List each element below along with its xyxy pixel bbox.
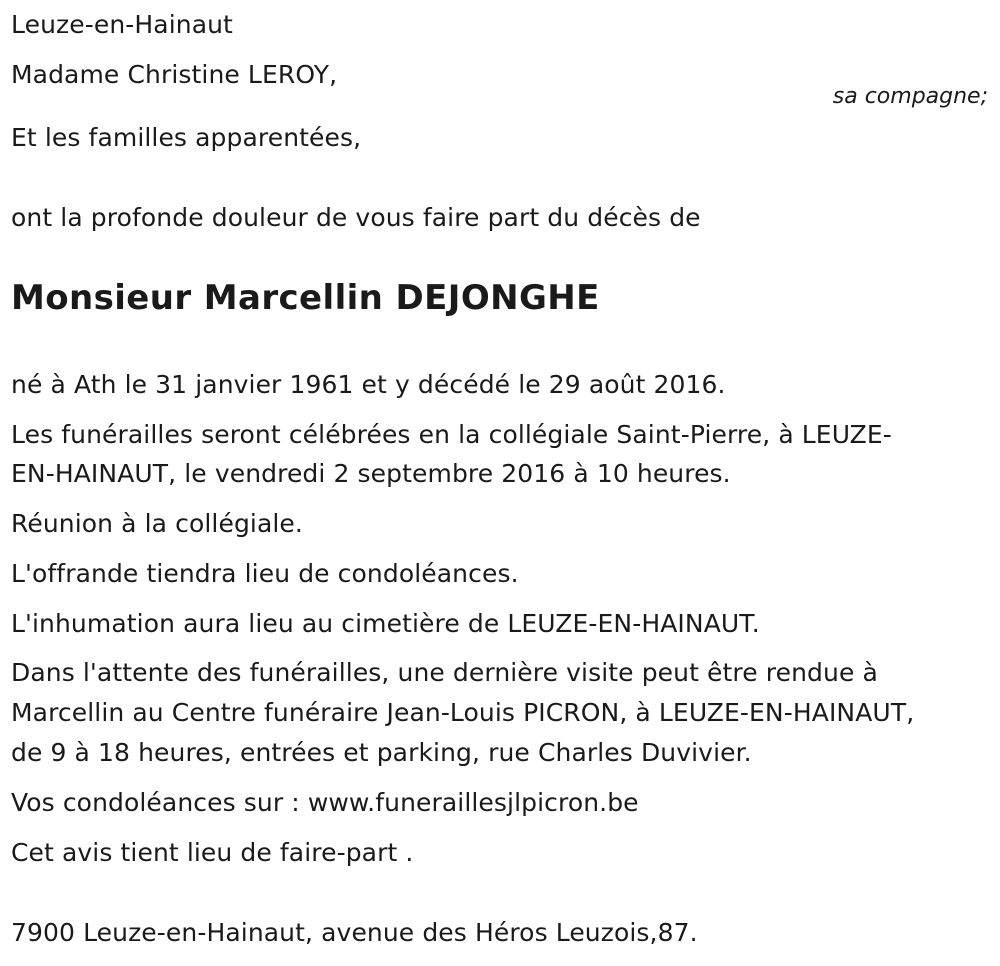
mourner-name: Madame Christine LEROY,	[11, 60, 338, 89]
notice-line: Cet avis tient lieu de faire-part .	[11, 838, 414, 867]
announcement-line: ont la profonde douleur de vous faire part du décès de	[11, 203, 701, 232]
funeral-line-1: Les funérailles seront célébrées en la collégiale Saint-Pierre, à LEUZE-	[11, 420, 892, 449]
meeting-line: Réunion à la collégiale.	[11, 509, 303, 538]
birth-death-line: né à Ath le 31 janvier 1961 et y décédé le 29 août 2016.	[11, 370, 726, 399]
address-line: 7900 Leuze-en-Hainaut, avenue des Héros Leuzois,87.	[11, 918, 698, 947]
mourner-relation: sa compagne;	[832, 84, 988, 109]
deceased-name: Monsieur Marcellin DEJONGHE	[11, 278, 600, 318]
condolences-line: Vos condoléances sur : www.funeraillesjlpicron.be	[11, 788, 639, 817]
city-heading: Leuze-en-Hainaut	[11, 10, 233, 39]
offering-line: L'offrande tiendra lieu de condoléances.	[11, 559, 519, 588]
visit-line-1: Dans l'attente des funérailles, une dernière visite peut être rendue à	[11, 658, 878, 687]
burial-line: L'inhumation aura lieu au cimetière de LEUZE-EN-HAINAUT.	[11, 609, 760, 638]
visit-line-3: de 9 à 18 heures, entrées et parking, rue Charles Duvivier.	[11, 738, 752, 767]
families-line: Et les familles apparentées,	[11, 123, 362, 152]
funeral-line-2: EN-HAINAUT, le vendredi 2 septembre 2016 à 10 heures.	[11, 459, 731, 488]
visit-line-2: Marcellin au Centre funéraire Jean-Louis PICRON, à LEUZE-EN-HAINAUT,	[11, 698, 915, 727]
